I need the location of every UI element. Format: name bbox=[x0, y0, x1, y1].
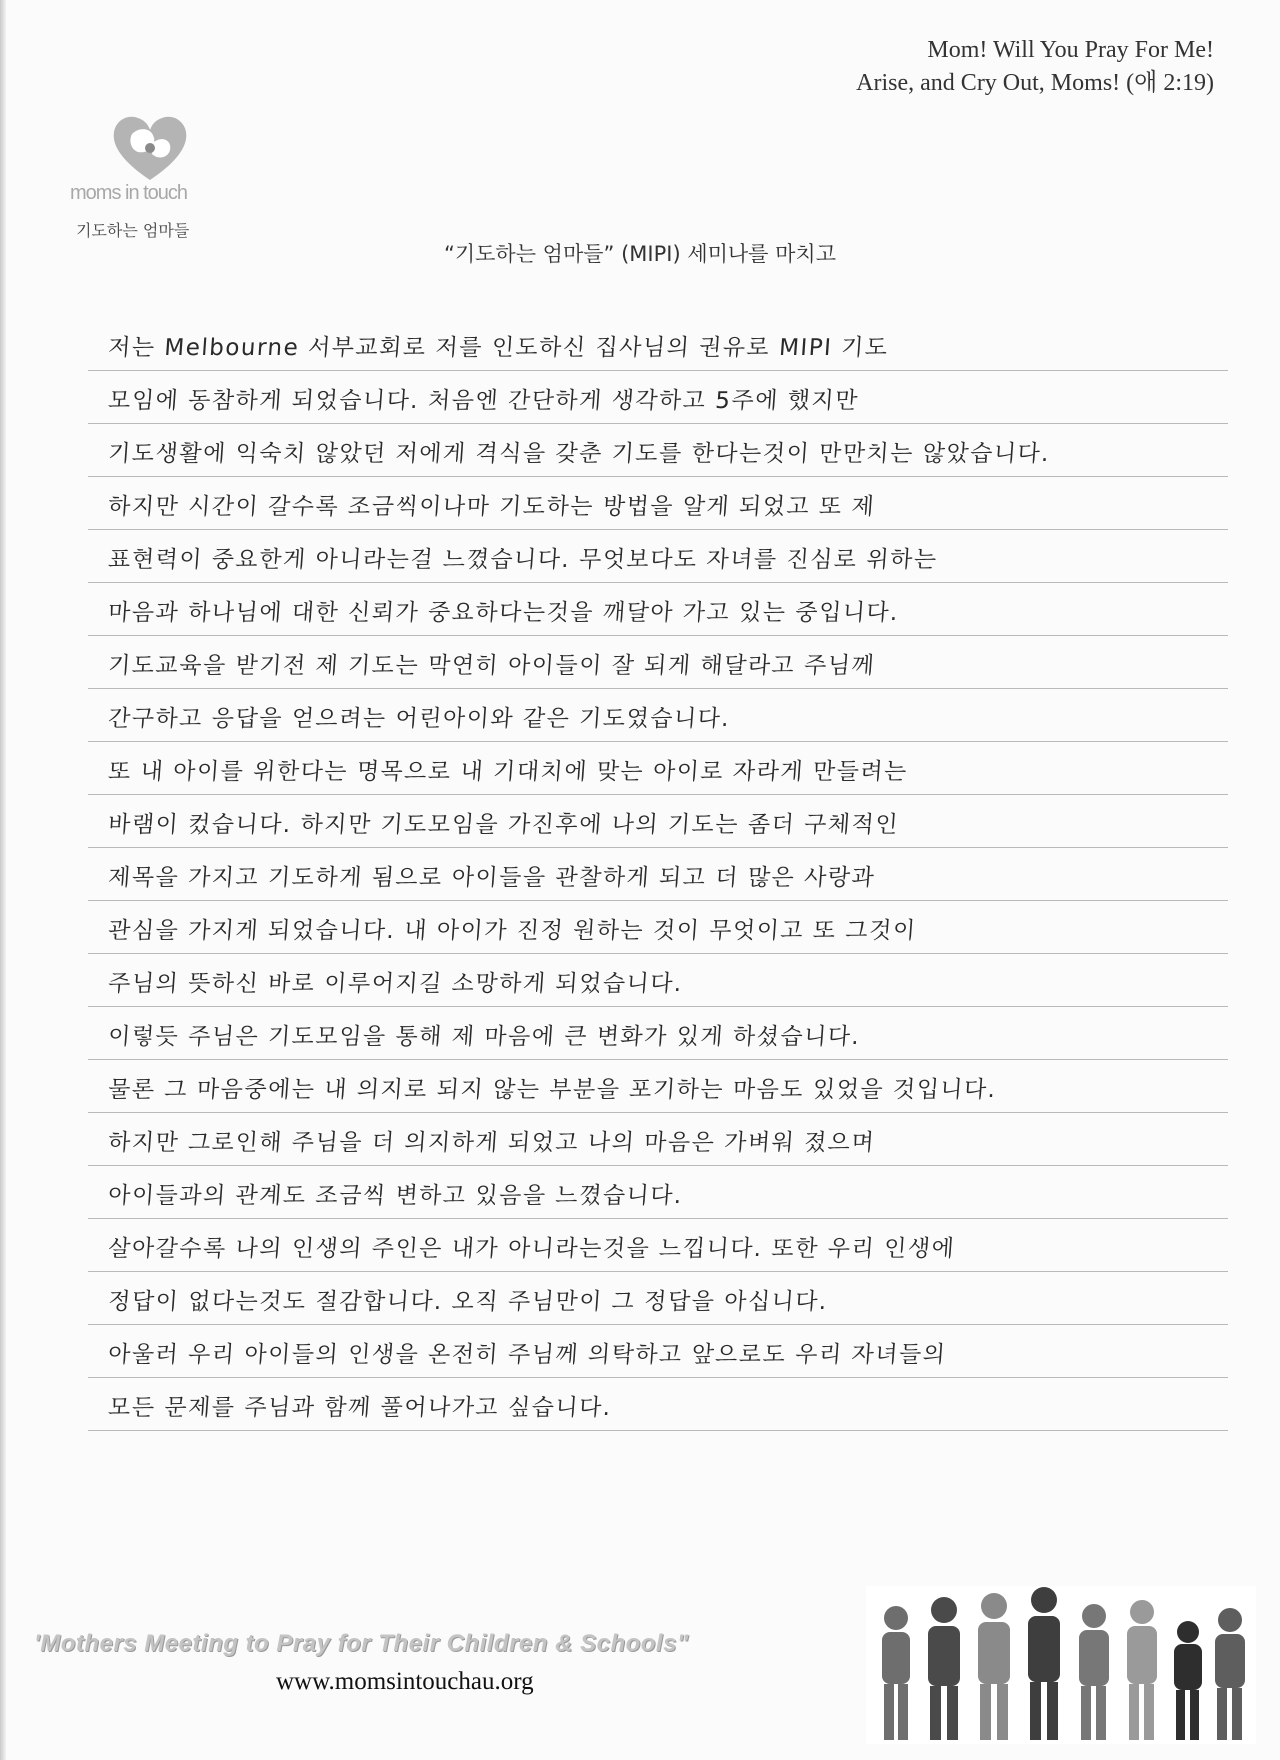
letter-line-text: 아울러 우리 아이들의 인생을 온전히 주님께 의탁하고 앞으로도 우리 자녀들의 bbox=[107, 1342, 948, 1368]
letter-line bbox=[88, 1007, 1228, 1060]
letter-line bbox=[88, 1166, 1228, 1219]
children-photo bbox=[866, 1586, 1256, 1744]
letter-line bbox=[88, 1113, 1228, 1166]
letter-line bbox=[88, 901, 1228, 954]
letter-line bbox=[88, 689, 1228, 742]
letter-line bbox=[88, 530, 1228, 583]
footer-slogan: 'Mothers Meeting to Pray for Their Children & Schools" bbox=[34, 1630, 689, 1657]
letter-line bbox=[88, 1325, 1228, 1378]
footer-website-link[interactable]: www.momsintouchau.org bbox=[276, 1668, 534, 1695]
letter-line-text: 살아갈수록 나의 인생의 주인은 내가 아니라는것을 느낍니다. 또한 우리 인생에 bbox=[107, 1236, 957, 1262]
letter-line-text: 물론 그 마음중에는 내 의지로 되지 않는 부분을 포기하는 마음도 있었을 것입니다. bbox=[107, 1077, 998, 1103]
letter-line-text: 아이들과의 관계도 조금씩 변하고 있음을 느꼈습니다. bbox=[107, 1183, 684, 1209]
letter-line bbox=[88, 583, 1228, 636]
letter-line bbox=[88, 1219, 1228, 1272]
letter-line-text: 마음과 하나님에 대한 신뢰가 중요하다는것을 깨달아 가고 있는 중입니다. bbox=[107, 600, 900, 626]
logo-subtitle: 기도하는 엄마들 bbox=[76, 221, 190, 240]
letter-line-text: 모든 문제를 주님과 함께 풀어나가고 싶습니다. bbox=[107, 1395, 613, 1421]
letter-line bbox=[88, 318, 1228, 371]
moms-in-touch-logo bbox=[64, 112, 224, 252]
letter-line-text: 기도생활에 익숙치 않았던 저에게 격식을 갖춘 기도를 한다는것이 만만치는 않았습니다. bbox=[107, 441, 1051, 467]
header-line-2: Arise, and Cry Out, Moms! (애 2:19) bbox=[856, 70, 1214, 96]
letter-line-text: 이렇듯 주님은 기도모임을 통해 제 마음에 큰 변화가 있게 하셨습니다. bbox=[107, 1024, 862, 1050]
letter-line bbox=[88, 954, 1228, 1007]
letter-line bbox=[88, 371, 1228, 424]
letter-line-text: 표현력이 중요한게 아니라는걸 느꼈습니다. 무엇보다도 자녀를 진심로 위하는 bbox=[107, 547, 939, 573]
letter-line bbox=[88, 636, 1228, 689]
letter-line-text: 정답이 없다는것도 절감합니다. 오직 주님만이 그 정답을 아십니다. bbox=[107, 1289, 829, 1315]
logo-brand-text: moms in touch bbox=[70, 182, 188, 204]
document-title: “기도하는 엄마들” (MIPI) 세미나를 마치고 bbox=[443, 242, 837, 266]
letter-line bbox=[88, 1272, 1228, 1325]
letter-line bbox=[88, 424, 1228, 477]
letter-line bbox=[88, 1060, 1228, 1113]
heart-hands-icon bbox=[110, 112, 190, 184]
letter-line bbox=[88, 477, 1228, 530]
letter-line-text: 바램이 컸습니다. 하지만 기도모임을 가진후에 나의 기도는 좀더 구체적인 bbox=[107, 812, 900, 838]
letter-line bbox=[88, 795, 1228, 848]
letter-line bbox=[88, 848, 1228, 901]
header-line-1: Mom! Will You Pray For Me! bbox=[927, 37, 1214, 63]
letter-line-text: 저는 Melbourne 서부교회로 저를 인도하신 집사님의 권유로 MIPI 기도 bbox=[107, 335, 890, 361]
letter-line-text: 간구하고 응답을 얻으려는 어린아이와 같은 기도였습니다. bbox=[107, 706, 732, 732]
letter-line-text: 하지만 시간이 갈수록 조금씩이나마 기도하는 방법을 알게 되었고 또 제 bbox=[107, 494, 877, 520]
header-verse bbox=[856, 34, 1214, 100]
letter-line-text: 주님의 뜻하신 바로 이루어지길 소망하게 되었습니다. bbox=[107, 971, 684, 997]
letter-line-text: 관심을 가지게 되었습니다. 내 아이가 진정 원하는 것이 무엇이고 또 그것이 bbox=[107, 918, 918, 944]
letter-line-text: 또 내 아이를 위한다는 명목으로 내 기대치에 맞는 아이로 자라게 만들려는 bbox=[107, 759, 909, 785]
letter-line bbox=[88, 742, 1228, 795]
handwritten-letter bbox=[88, 318, 1228, 1431]
letter-line-text: 모임에 동참하게 되었습니다. 처음엔 간단하게 생각하고 5주에 했지만 bbox=[107, 388, 860, 414]
letter-line-text: 제목을 가지고 기도하게 됨으로 아이들을 관찰하게 되고 더 많은 사랑과 bbox=[107, 865, 877, 891]
letter-line-text: 하지만 그로인해 주님을 더 의지하게 되었고 나의 마음은 가벼워 졌으며 bbox=[107, 1130, 877, 1156]
letter-line-text: 기도교육을 받기전 제 기도는 막연히 아이들이 잘 되게 해달라고 주님께 bbox=[107, 653, 877, 679]
letter-line bbox=[88, 1378, 1228, 1431]
